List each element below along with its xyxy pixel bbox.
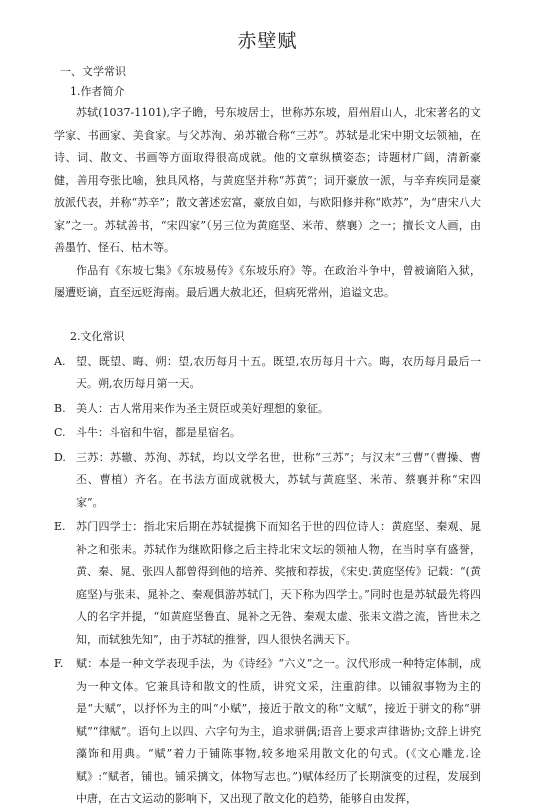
item-label: C. — [54, 426, 66, 439]
list-item — [54, 422, 481, 445]
subheading-culture: 2.文化常识 — [70, 329, 125, 343]
item-text: 斗牛：斗宿和牛宿，都是星宿名。 — [76, 426, 241, 439]
list-item — [54, 516, 481, 651]
item-text: 美人：古人常用来作为圣主贤臣或美好理想的象征。 — [76, 401, 329, 415]
item-label: E. — [54, 520, 66, 533]
item-label: B. — [54, 401, 66, 415]
item-label: A. — [54, 354, 66, 368]
author-paragraph: 苏轼(1037-1101),字子瞻，号东坡居士，世称苏东坡，眉州眉山人，北宋著名的文学家、书画家、美食家。与父苏洵、弟苏辙合称“三苏”。苏轼是北宋中期文坛领袖，在诗、词、散文、书画等方面取得很高成就。他的文章纵横姿态；诗题材广阔，清新豪健，善用夸张比喻，独具风格，与黄庭坚并称“苏黄”；词开豪放一派，与辛弃疾同是豪放派代表，并称“苏辛”；散文著述宏富，豪放自如，与欧阳修并称“欧苏”，为“唐宋八大家”之一。苏轼善书，“宋四家”（另三位为黄庭坚、米芾、蔡襄）之一；擅长文人画，由善墨竹、怪石、枯木等。 — [54, 106, 481, 254]
list-item — [54, 398, 481, 421]
list-item — [54, 351, 481, 396]
item-text: 苏门四学士：指北宋后期在苏轼提携下而知名于世的四位诗人：黄庭坚、秦观、晁补之和张耒。苏轼作为继欧阳修之后主持北宋文坛的领袖人物，在当时享有盛誉，黄、秦、晁、张四人都曾得到他的培养、奖掖和荐拔，《宋史.黄庭坚传》记载：“(黄庭坚)与张耒、晁补之、秦观俱游苏轼门，天下称为四学士。”同时也是苏轼最先将四人的名字并提，“如黄庭坚鲁直、晁补之无咎、秦观太虚、张耒文潜之流，皆世未之知，而轼独先知”，由于苏轼的推誉，四人很快名满天下。 — [76, 520, 481, 646]
list-item — [54, 653, 481, 811]
culture-list — [54, 351, 481, 811]
list-item — [54, 447, 481, 515]
spacer — [54, 305, 481, 327]
item-label: D. — [54, 450, 66, 464]
document-title: 赤壁赋 — [237, 30, 298, 52]
works-paragraph: 作品有《东坡七集》《东坡易传》《东坡乐府》等。在政治斗争中，曾被谪陷入狱，屡遭贬谪，直至远贬海南。最后遇大赦北还，但病死常州，追谥文忠。 — [54, 263, 481, 299]
item-text: 赋：本是一种文学表现手法，为《诗经》“六义”之一。汉代形成一种特定体制，成为一种文体。它兼具诗和散文的性质，讲究文采，注重韵律。以铺叙事物为主的是“大赋”，以抒怀为主的叫“小赋”，接近于散文的称“文赋”，接近于骈文的称“骈赋”“律赋”。语句上以四、六字句为主，追求骈偶;语音上要求声律谐协;文辞上讲究藻饰和用典。“赋”着力于铺陈事物,较多地采用散文化的句式。(《文心雕龙.诠赋》:“赋者，铺也。铺采摛文，体物写志也。”)赋体经历了长期演变的过程，发展到中唐，在古文运动的影响下，又出现了散文化的趋势，能够自由发挥， — [76, 657, 481, 805]
subheading-author: 1.作者简介 — [70, 85, 125, 98]
item-label: F. — [54, 657, 64, 670]
section-heading-literature: 一、文学常识 — [60, 65, 126, 78]
item-text: 三苏：苏辙、苏洵、苏轼，均以文学名世，世称“三苏”；与汉末“三曹”（曹操、曹丕、曹植）齐名。在书法方面成就极大，苏轼与黄庭坚、米芾、蔡襄并称“宋四家”。 — [76, 450, 481, 509]
item-text: 望、既望、晦、朔：望,农历每月十五。既望,农历每月十六。晦，农历每月最后一天。朔,农历每月第一天。 — [76, 354, 481, 390]
